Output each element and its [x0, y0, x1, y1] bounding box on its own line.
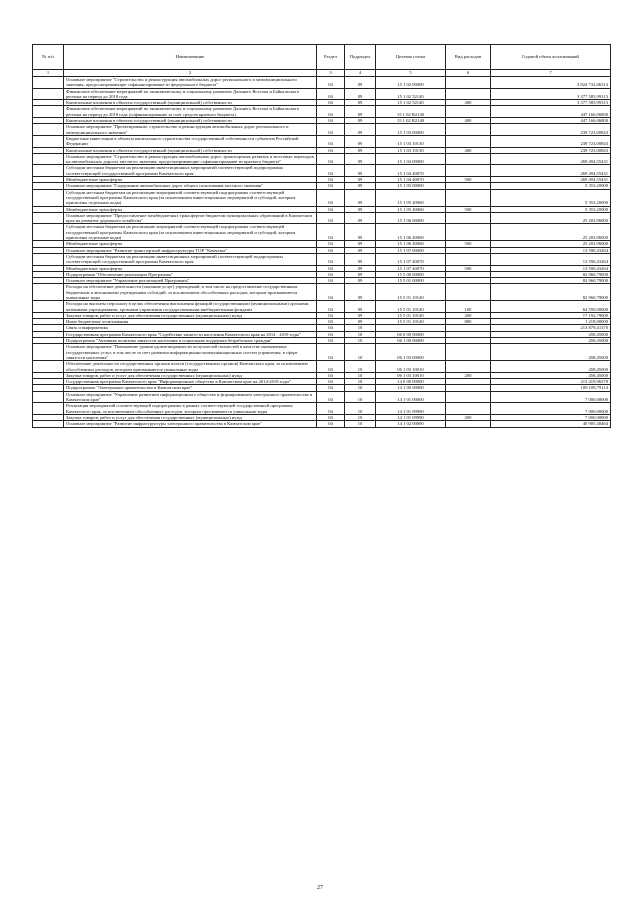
- row-subsection: 09: [345, 189, 376, 206]
- table-row: [33, 284, 611, 301]
- row-target: 15 5 01 00000: [376, 278, 446, 284]
- row-section: 04: [317, 241, 345, 247]
- row-exptype: [446, 135, 491, 147]
- row-section: 04: [317, 77, 345, 89]
- row-amount: 458,45000: [491, 372, 611, 378]
- row-target: 15 1 05 40060: [376, 206, 446, 212]
- row-name: Подпрограмма "Активная политика занятости населения и социальная поддержка безработных граждан": [64, 338, 317, 344]
- row-section: 04: [317, 391, 345, 403]
- column-number: 3: [317, 70, 345, 77]
- row-amount: 82 960,79000: [491, 271, 611, 277]
- column-number: 2: [64, 70, 317, 77]
- row-section: 04: [317, 284, 345, 301]
- row-target: 14 1 01 09990: [376, 414, 446, 420]
- row-target: 06 1 03 10010: [376, 361, 446, 373]
- row-subsection: 10: [345, 385, 376, 391]
- table-row: [33, 189, 611, 206]
- row-section: 04: [317, 344, 345, 361]
- row-amount: 7 000,00000: [491, 403, 611, 415]
- row-target: 15 1 02 R2140: [376, 106, 446, 118]
- row-subsection: 09: [345, 118, 376, 124]
- row-name: Основное мероприятие "Проектирование, строительство и реконструкция автомобильных дорог регионального и межмуниципального значения": [64, 124, 317, 136]
- row-section: 04: [317, 301, 345, 313]
- row-target: 14 0 00 00000: [376, 379, 446, 385]
- row-section: 04: [317, 265, 345, 271]
- row-num: [33, 421, 64, 427]
- row-num: [33, 284, 64, 301]
- row-subsection: 09: [345, 135, 376, 147]
- row-subsection: 09: [345, 177, 376, 183]
- row-num: [33, 301, 64, 313]
- row-target: 15 1 07 40070: [376, 265, 446, 271]
- row-section: 04: [317, 135, 345, 147]
- row-subsection: 09: [345, 183, 376, 189]
- row-name: Основное мероприятие "Строительство и реконструкция автомобильных дорог регионального и межмуниципального значения, предусматривающие софинансирование из федерального бюджета": [64, 77, 317, 89]
- row-name: Финансовое обеспечение мероприятий по экономическому и социальному развитию Дальнего Востока и Байкальского региона на период до 2018 года: [64, 88, 317, 100]
- row-section: 04: [317, 385, 345, 391]
- table-row: [33, 403, 611, 415]
- row-exptype: [446, 421, 491, 427]
- row-amount: 3 824 732,06313: [491, 77, 611, 89]
- row-section: 04: [317, 212, 345, 224]
- column-number-row: [33, 70, 611, 77]
- row-name: Капитальные вложения в объекты государственной (муниципальной) собственности: [64, 118, 317, 124]
- row-num: [33, 391, 64, 403]
- row-name: Связь и информатика: [64, 325, 317, 331]
- row-subsection: 09: [345, 77, 376, 89]
- row-amount: 13 590,43264: [491, 253, 611, 265]
- row-amount: 82 960,79000: [491, 278, 611, 284]
- row-section: 04: [317, 312, 345, 318]
- row-section: 04: [317, 100, 345, 106]
- row-num: [33, 165, 64, 177]
- row-exptype: [446, 391, 491, 403]
- row-num: [33, 189, 64, 206]
- row-subsection: 09: [345, 253, 376, 265]
- row-subsection: 09: [345, 319, 376, 325]
- row-amount: 458,45000: [491, 331, 611, 337]
- row-name: Государственная программа Камчатского края "Содействие занятости населения Камчатского края на 2014 - 2019 годы": [64, 331, 317, 337]
- row-subsection: 10: [345, 421, 376, 427]
- table-row: [33, 301, 611, 313]
- row-name: Капитальные вложения в объекты государственной (муниципальной) собственности: [64, 100, 317, 106]
- row-section: 04: [317, 177, 345, 183]
- row-subsection: 09: [345, 241, 376, 247]
- row-exptype: 200: [446, 414, 491, 420]
- row-exptype: [446, 403, 491, 415]
- row-target: 15 1 02 00000: [376, 77, 446, 89]
- row-target: 15 1 04 40070: [376, 177, 446, 183]
- row-subsection: 09: [345, 301, 376, 313]
- row-name: Иные бюджетные ассигнования: [64, 319, 317, 325]
- row-target: 15 5 01 10140: [376, 301, 446, 313]
- row-exptype: 400: [446, 118, 491, 124]
- column-number: 6: [446, 70, 491, 77]
- row-name: Закупка товаров, работ и услуг для обеспечения государственных (муниципальных) нужд: [64, 372, 317, 378]
- row-name: Основное мероприятие "Развитие транспортной инфраструктуры ТОР "Камчатка": [64, 247, 317, 253]
- column-number: 4: [345, 70, 376, 77]
- row-section: 04: [317, 183, 345, 189]
- row-exptype: 400: [446, 100, 491, 106]
- table-row: [33, 153, 611, 165]
- table-row: [33, 421, 611, 427]
- row-name: Подпрограмма "Обеспечение реализации Программы": [64, 271, 317, 277]
- row-amount: 447 166,06800: [491, 106, 611, 118]
- row-amount: 7 000,00000: [491, 414, 611, 420]
- row-target: 15 1 07 40070: [376, 253, 446, 265]
- row-subsection: 09: [345, 147, 376, 153]
- row-num: [33, 212, 64, 224]
- column-number: 1: [33, 70, 64, 77]
- row-section: 04: [317, 206, 345, 212]
- row-target: 14 1 00 00000: [376, 385, 446, 391]
- row-section: 04: [317, 88, 345, 100]
- row-section: 04: [317, 338, 345, 344]
- row-amount: 239 723,00843: [491, 135, 611, 147]
- row-amount: 25 203,96000: [491, 212, 611, 224]
- row-num: [33, 88, 64, 100]
- table-row: [33, 391, 611, 403]
- row-target: 06 1 00 00000: [376, 338, 446, 344]
- table-header: [33, 45, 611, 77]
- row-num: [33, 135, 64, 147]
- row-amount: 17 192,79000: [491, 312, 611, 318]
- table-row: [33, 88, 611, 100]
- column-number: 5: [376, 70, 446, 77]
- row-name: Субсидии местным бюджетам на реализацию мероприятий соответствующей подпрограммы соответствующей государственной программы Камчатского края (за исключением инвестиционных мероприятий и субсидий, которым присвоены отдельные коды): [64, 224, 317, 241]
- row-section: 04: [317, 403, 345, 415]
- row-target: 15 1 06 40060: [376, 224, 446, 241]
- row-subsection: 10: [345, 391, 376, 403]
- header-name: Наименование: [64, 45, 317, 70]
- row-target: 15 5 01 10140: [376, 319, 446, 325]
- row-target: 15 1 07 00000: [376, 247, 446, 253]
- table-row: [33, 106, 611, 118]
- row-amount: 5 353,20000: [491, 183, 611, 189]
- row-amount: 3 377 585,99313: [491, 88, 611, 100]
- row-subsection: 09: [345, 224, 376, 241]
- row-target: 14 1 01 09990: [376, 403, 446, 415]
- header-section: Раздел: [317, 45, 345, 70]
- row-name: Бюджетные инвестиции в объекты капитального строительства государственной собственности субъектов Российской Федерации: [64, 135, 317, 147]
- row-target: 15 1 02 R2140: [376, 118, 446, 124]
- row-name: Расходы на обеспечение деятельности (оказание услуг) учреждений, в том числе на предоставление государственным бюджетным и автономным учреждениям субсидий, за исключением обособленных расходов, которым присваиваются уникальные коды: [64, 284, 317, 301]
- row-target: 15 1 04 00000: [376, 153, 446, 165]
- row-name: Подпрограмма "Электронное правительство в Камчатском крае": [64, 385, 317, 391]
- row-num: [33, 153, 64, 165]
- row-exptype: 400: [446, 147, 491, 153]
- table-row: [33, 124, 611, 136]
- row-subsection: 10: [345, 344, 376, 361]
- row-target: 14 1 01 00000: [376, 391, 446, 403]
- row-section: 04: [317, 165, 345, 177]
- row-subsection: 10: [345, 361, 376, 373]
- row-section: 04: [317, 153, 345, 165]
- row-amount: 7 000,00000: [491, 391, 611, 403]
- row-num: [33, 253, 64, 265]
- table-row: [33, 361, 611, 373]
- row-subsection: 09: [345, 100, 376, 106]
- row-amount: 1 218,00000: [491, 319, 611, 325]
- row-exptype: [446, 284, 491, 301]
- row-name: Субсидии местным бюджетам на реализацию мероприятий соответствующей подпрограммы соответствующей государственной программы Камчатского края (за исключением инвестиционных мероприятий и субсидий, которым присвоены отдельные коды): [64, 189, 317, 206]
- row-amount: 239 723,00843: [491, 147, 611, 153]
- row-subsection: 09: [345, 284, 376, 301]
- row-amount: 25 203,96000: [491, 241, 611, 247]
- row-section: 04: [317, 189, 345, 206]
- row-name: Обеспечение деятельности государственных органов власти (государственных органов) Камчатского края, за исключением обособленных расходов, которым присваиваются уникальные коды: [64, 361, 317, 373]
- row-subsection: 10: [345, 325, 376, 331]
- header-subsection: Подраздел: [345, 45, 376, 70]
- row-exptype: 800: [446, 319, 491, 325]
- row-subsection: 09: [345, 124, 376, 136]
- row-amount: 25 203,96000: [491, 224, 611, 241]
- row-exptype: [446, 165, 491, 177]
- row-amount: 269 494,55431: [491, 165, 611, 177]
- row-subsection: 09: [345, 247, 376, 253]
- row-amount: 3 377 585,99313: [491, 100, 611, 106]
- table-row: [33, 77, 611, 89]
- row-section: 04: [317, 271, 345, 277]
- table-row: [33, 212, 611, 224]
- table-row: [33, 135, 611, 147]
- row-amount: 13 590,43264: [491, 247, 611, 253]
- row-amount: 40 905,40464: [491, 421, 611, 427]
- row-section: 04: [317, 372, 345, 378]
- row-name: Государственная программа Камчатского края "Информационное общество в Камчатском крае на 2014-2018 годы": [64, 379, 317, 385]
- header-num: № п/п: [33, 45, 64, 70]
- row-exptype: [446, 77, 491, 89]
- row-section: 04: [317, 414, 345, 420]
- row-section: 04: [317, 421, 345, 427]
- row-exptype: [446, 88, 491, 100]
- row-subsection: 09: [345, 212, 376, 224]
- header-target: Целевая статья: [376, 45, 446, 70]
- column-number: 7: [491, 70, 611, 77]
- row-target: 06 0 00 00000: [376, 331, 446, 337]
- row-num: [33, 77, 64, 89]
- row-amount: 458,45000: [491, 361, 611, 373]
- row-subsection: 10: [345, 331, 376, 337]
- row-section: 04: [317, 319, 345, 325]
- row-target: 06 1 03 00000: [376, 344, 446, 361]
- row-subsection: 10: [345, 338, 376, 344]
- row-name: Закупка товаров, работ и услуг для обеспечения государственных (муниципальных) нужд: [64, 312, 317, 318]
- row-subsection: 09: [345, 265, 376, 271]
- row-target: 15 1 06 00000: [376, 212, 446, 224]
- row-section: 04: [317, 118, 345, 124]
- row-exptype: 200: [446, 372, 491, 378]
- row-name: Реализация мероприятий соответствующей подпрограммы в рамках соответствующей государственной программы Камчатского края, за исключением обособленных расходов, которым присваиваются уникальные коды: [64, 403, 317, 415]
- page-number: 27: [317, 885, 323, 891]
- table-row: [33, 224, 611, 241]
- row-name: Субсидии местным бюджетам на реализацию инвестиционных мероприятий соответствующей подпрограммы соответствующей государственной программы Камчатского края: [64, 253, 317, 265]
- row-amount: 269 494,55431: [491, 177, 611, 183]
- row-amount: 5 353,20000: [491, 206, 611, 212]
- row-exptype: [446, 224, 491, 241]
- row-target: 15 1 03 00000: [376, 124, 446, 136]
- row-name: Расходы на выплаты персоналу в целях обеспечения выполнения функций государственными (муниципальными) органами, казенными учреждениями, органами управления государственными внебюджетными фондами: [64, 301, 317, 313]
- row-section: 04: [317, 361, 345, 373]
- row-exptype: [446, 189, 491, 206]
- row-name: Основное мероприятие "Управление развитием информационного общества и формированием электронного правительства в Камчатском крае": [64, 391, 317, 403]
- row-exptype: [446, 124, 491, 136]
- row-subsection: 09: [345, 206, 376, 212]
- row-exptype: [446, 106, 491, 118]
- row-exptype: 500: [446, 241, 491, 247]
- row-target: 15 5 00 00000: [376, 271, 446, 277]
- row-section: 04: [317, 247, 345, 253]
- row-amount: 213 879,41370: [491, 325, 611, 331]
- row-exptype: 200: [446, 312, 491, 318]
- row-name: Субсидии местным бюджетам на реализацию инвестиционных мероприятий соответствующей подпрограммы соответствующей государственной программы Камчатского края: [64, 165, 317, 177]
- row-num: [33, 344, 64, 361]
- row-name: Межбюджетные трансферты: [64, 265, 317, 271]
- row-exptype: [446, 344, 491, 361]
- budget-table: [32, 44, 611, 428]
- row-name: Основное мероприятие "Содержание автомобильных дорог общего пользования местного значения": [64, 183, 317, 189]
- row-name: Основное мероприятие "Управление реализацией Программы": [64, 278, 317, 284]
- row-num: [33, 361, 64, 373]
- row-subsection: 09: [345, 106, 376, 118]
- row-name: Основное мероприятие "Предоставление межбюджетных трансфертов бюджетам муниципальных образований в Камчатском крае на развитие дорожного хозяйства": [64, 212, 317, 224]
- row-exptype: [446, 153, 491, 165]
- row-exptype: 100: [446, 301, 491, 313]
- table-row: [33, 344, 611, 361]
- row-section: 04: [317, 124, 345, 136]
- row-target: 15 1 04 40070: [376, 165, 446, 177]
- row-target: 15 1 03 10130: [376, 147, 446, 153]
- row-amount: 213 419,96370: [491, 379, 611, 385]
- row-num: [33, 124, 64, 136]
- row-section: 04: [317, 147, 345, 153]
- row-target: 15 1 02 52140: [376, 88, 446, 100]
- row-amount: 458,45000: [491, 338, 611, 344]
- row-amount: 13 590,43264: [491, 265, 611, 271]
- row-target: 15 5 01 10140: [376, 284, 446, 301]
- row-exptype: 500: [446, 206, 491, 212]
- row-subsection: 10: [345, 379, 376, 385]
- row-name: Основное мероприятие "Повышение уровня удовлетворенности получателей полностей в качестве оказываемых государственных услуг, в том числе за счет развития информационно-коммуникационных систем управления, в сфере занятости населения": [64, 344, 317, 361]
- row-subsection: 09: [345, 278, 376, 284]
- row-subsection: 09: [345, 312, 376, 318]
- row-section: 04: [317, 106, 345, 118]
- table-body: [33, 77, 611, 428]
- header-amount: Годовой объем ассигнований: [491, 45, 611, 70]
- table-row: [33, 165, 611, 177]
- row-target: 15 1 05 40060: [376, 189, 446, 206]
- row-subsection: 09: [345, 271, 376, 277]
- row-exptype: [446, 253, 491, 265]
- row-name: Закупка товаров, работ и услуг для обеспечения государственных (муниципальных) нужд: [64, 414, 317, 420]
- row-section: 04: [317, 224, 345, 241]
- row-target: 15 5 01 10140: [376, 312, 446, 318]
- row-section: 04: [317, 331, 345, 337]
- row-section: 04: [317, 278, 345, 284]
- row-num: [33, 106, 64, 118]
- row-exptype: 500: [446, 177, 491, 183]
- row-subsection: 09: [345, 165, 376, 177]
- row-subsection: 09: [345, 88, 376, 100]
- row-section: 04: [317, 325, 345, 331]
- row-subsection: 10: [345, 414, 376, 420]
- row-target: 15 1 05 00000: [376, 183, 446, 189]
- row-name: Межбюджетные трансферты: [64, 206, 317, 212]
- row-section: 04: [317, 379, 345, 385]
- row-num: [33, 224, 64, 241]
- row-exptype: [446, 212, 491, 224]
- row-section: 04: [317, 253, 345, 265]
- row-amount: 108 108,79114: [491, 385, 611, 391]
- row-amount: 239 723,00843: [491, 124, 611, 136]
- row-target: 06 1 03 10010: [376, 372, 446, 378]
- row-subsection: 10: [345, 403, 376, 415]
- row-name: Капитальные вложения в объекты государственной (муниципальной) собственности: [64, 147, 317, 153]
- row-subsection: 09: [345, 153, 376, 165]
- row-name: Финансовое обеспечение мероприятий по экономическому и социальному развитию Дальнего Востока и Байкальского региона на период до 2018 года (софинансирование за счет средств краевого бюджета): [64, 106, 317, 118]
- row-amount: 458,45000: [491, 344, 611, 361]
- row-subsection: 10: [345, 372, 376, 378]
- row-target: 15 1 06 40060: [376, 241, 446, 247]
- row-amount: 5 353,20000: [491, 189, 611, 206]
- row-target: 15 1 02 52140: [376, 100, 446, 106]
- row-target: 14 1 02 00000: [376, 421, 446, 427]
- row-amount: 82 960,79000: [491, 284, 611, 301]
- row-amount: 64 550,00000: [491, 301, 611, 313]
- row-num: [33, 403, 64, 415]
- header-row: [33, 45, 611, 70]
- row-exptype: 500: [446, 265, 491, 271]
- header-exptype: Вид расходов: [446, 45, 491, 70]
- row-amount: 269 494,55431: [491, 153, 611, 165]
- row-name: Межбюджетные трансферты: [64, 241, 317, 247]
- row-exptype: [446, 361, 491, 373]
- row-name: Межбюджетные трансферты: [64, 177, 317, 183]
- row-amount: 447 166,06800: [491, 118, 611, 124]
- table-row: [33, 253, 611, 265]
- row-target: 15 1 03 10130: [376, 135, 446, 147]
- row-name: Основное мероприятие "Развитие инфраструктуры электронного правительства в Камчатском крае": [64, 421, 317, 427]
- row-name: Основное мероприятие "Строительство и реконструкция автомобильных дорог, транспортных развязок и мостовых переходов на автомобильных дорогах местного значения, предусматривающие софинансирование из краевого бюджета": [64, 153, 317, 165]
